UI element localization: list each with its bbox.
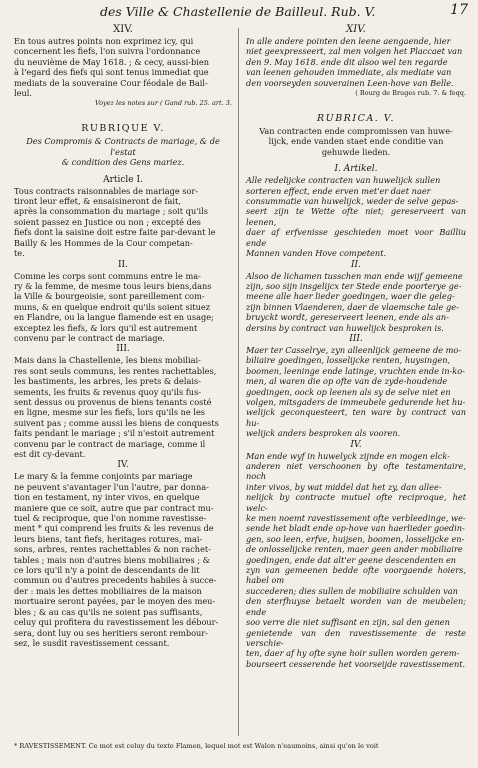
- rubric-heading: RUBRIQUE V.: [81, 123, 165, 135]
- section-3: Maer ter Casselrye, zyn alleenlijck gemeene de mo- biliaire goedingen, losselijcke renten, huysingen, boomen, leeninge ende latinge, vruchten ende in-ko- men, al waren die op ofte van de zyde-houdende goedingen, oock op leenen als sy de selve niet en volgen, mitsgaders de immeubele gedurende het hu- welijck geconquesteert, ten ware by contract van hu- welijck anders besproken als vooren.: [246, 344, 466, 439]
- section-number: IV.: [117, 460, 129, 471]
- reference-note: ( Bourg de Bruges rub. 7. & feqq.: [355, 89, 466, 98]
- running-head: [0, 4, 478, 24]
- flemish-column: [246, 24, 466, 669]
- section-number: III.: [349, 333, 363, 344]
- column-divider: [238, 28, 239, 736]
- rubric-subtitle: Van contracten ende compromissen van huwe- lijck, ende vanden staet ende conditie van gehuwde lieden.: [259, 126, 453, 157]
- prev-article-number: XIV.: [346, 24, 366, 35]
- prev-article-text: In alle andere pointen den leene aengaende, hier niet geexpresseert, zal men volgen het Placcaet van den 9. May 1618. ende dit alsoo wel ten regarde van leenen gehouden immediate, als mediate van den voorseyden souverainen Leen-hove van Belle.: [246, 36, 463, 88]
- article-heading: Article I.: [103, 174, 143, 185]
- prev-article-number: XIV.: [113, 24, 133, 35]
- rubric-subtitle: Des Compromis & Contracts de mariage, & de l'estat & condition des Gens mariez.: [26, 136, 220, 168]
- section-2: Comme les corps sont communs entre le ma- ry & la femme, de mesme tous leurs biens,dans la Ville & bourgeoisie, sont pareillement com- muns, & en quelque endroit qu'ils soient situez en Flandre, ou la langue flamende est en usage; exceptez les fiefs, & lors qu'il est autrement convenu par le contract de mariage.: [14, 270, 214, 343]
- french-column: [14, 24, 232, 648]
- rubric-heading: RUBRICA. V.: [317, 113, 395, 125]
- section-3: Mais dans la Chastellenie, les biens mobiliai- res sont seuls communs, les rentes rachettables, les bastiments, les arbres, les prets & delais- sements, les fruits & revenus quoy qu'ils fus- sent dessus ou provenus de biens tenants costé en ligne, mesme sur les fiefs, lors qu'ils ne les suivent pas ; comme aussi les biens de conquests faits pendant le mariage ; s'il n'estoit autrement convenu par le contract de mariage, comme il est dit cy-devant.: [14, 355, 219, 459]
- section-number: IV.: [350, 439, 362, 450]
- section-4: Le mary & la femme conjoints par mariage ne peuvent s'avantager l'un l'autre, par donna- tion en testament, ny inter vivos, en quelque maniere que ce soit, autre que par contract mu- tuel & reciproque, que l'on nomme ravestisse- ment * qui comprend les fruits & les revenus de leurs biens, tant fiefs, heritages rotures, mai- sons, arbres, rentes rachettables & non rachet- tables ; mais non d'autres biens mobiliaires ; & ce lors qu'il n'y a point de descendants de lit commun ou d'autres precedents habiles à succe- der : mais les dettes mobiliaires de la maison mortuaire seront payées, par le moyen des meu- bles ; & au cas qu'ils ne soient pas suffisants, celuy qui profitera du ravestissement les débour- sera, dont luy ou ses heritiers seront rembour- sez, le susdit ravestissement cessant.: [14, 471, 219, 648]
- running-title: des Ville & Chastellenie de Bailleul. Rub. V.: [100, 4, 376, 19]
- footnote: * RAVESTISSEMENT. Ce mot est celuy du texte Flamen, lequel mot est Walon n'eaumoins, ainsi qu'on le voit: [14, 742, 379, 750]
- section-1: Alle redelijcke contracten van huwelijck sullen sorteren effect, ende erven met'er daet naer consummatie van huwelijck, weder de selve gepas- seert zijn te Wette ofte niet; gereserveert van leenen, daer af erfvenisse geschieden moet voor Bailliu ende Mannen vanden Hove competent.: [246, 175, 466, 259]
- section-4: Man ende wyf in huwelyck zijnde en mogen elck- anderen niet verschoonen by ofte testamentaire, noch inter vivos, by wat middel dat het zy, dan allee- nelijck by contracte mutuel ofte reciproque, het welc- ke men noemt ravestissement ofte verbleedinge, we- sende het bladt ende op-hove van haerlieder goedin- gen, soo leen, erfve, huijsen, boomen, losselijcke en- de onlosselijcke renten, maer geen ander mobiliaire goedingen, ende dat alt'er geene descendenten en zyn van gemeenen bedde ofte voorgaende hoiers, habel om succederen; dies sullen de mobiliaire schulden van den sterfhuyse betaelt worden van de meubelen; ende soo verre die niet suffisant en zijn, sal den genen genietende van den ravestissemente de reste verschie- ten, daer af hy ofte syne hoir sullen worden gerem- bourseert cesserende het voorseijde ravestissement.: [246, 450, 466, 669]
- reference-note: Voyez les notes sur ( Gand rub. 25. art. 3.: [94, 99, 232, 108]
- section-number: III.: [116, 344, 130, 355]
- section-number: II.: [351, 259, 361, 270]
- article-heading: I. Artikel.: [334, 164, 378, 175]
- section-1: Tous contracts raisonnables de mariage sor- tiront leur effet, & ensaisineront de fait, après la consommation du mariage ; soit qu'ils soient passez en Justice ou non ; excepté des fiefs dont la saisine doit estre faite par-devant le Bailly & les Hommes de la Cour competan- te.: [14, 185, 216, 259]
- section-number: II.: [118, 259, 128, 270]
- prev-article-text: En tous autres points non exprimez icy, qui concernent les fiefs, l'on suivra l'ordonnance du neuvième de May 1618. ; & cecy, aussi-bien à l'egard des fiefs qui sont tenus immediat que mediats de la souveraine Cour féodale de Bail- leul.: [14, 36, 209, 99]
- page-number: 17: [450, 2, 468, 18]
- section-2: Alsoo de lichamen tusschen man ende wijf gemeene zijn, soo sijn insgelijcx ter Stede ende poorterye ge- meene alle haer lieder goedingen, waer die geleg- zijn binnen Vlaenderen, daer de vlaemsche tale ge- bruyckt wordt, gereserveert leenen, ende als an- dersins by contract van huwelijck besproken is.: [246, 270, 463, 333]
